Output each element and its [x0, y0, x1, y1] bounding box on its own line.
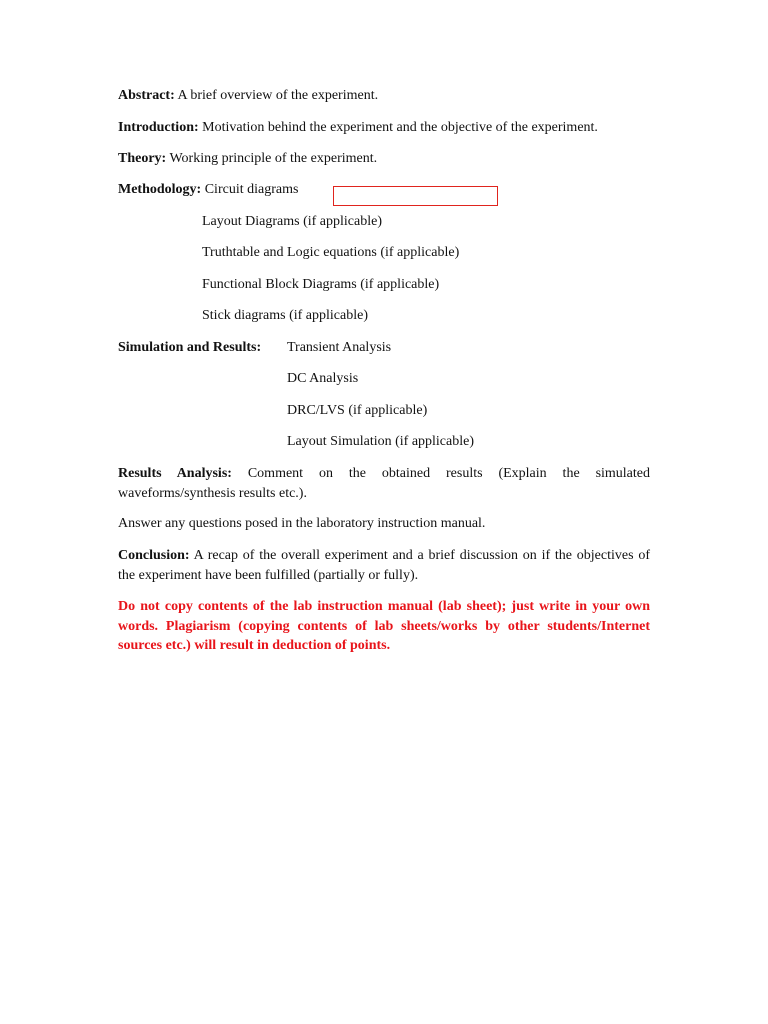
conclusion-text: A recap of the overall experiment and a brief discussion on if the objectives of the experiment have been fulfilled (partially or fully).: [118, 548, 650, 583]
simulation-item: DC Analysis: [287, 371, 359, 386]
simulation-item: DRC/LVS (if applicable): [287, 403, 428, 418]
abstract-line: [118, 87, 378, 105]
methodology-item: Functional Block Diagrams (if applicable): [202, 277, 440, 292]
methodology-label: Methodology:: [118, 182, 202, 197]
results-analysis-text: Comment on the obtained results (Explain the simulated waveforms/synthesis results etc.).: [118, 466, 651, 501]
simulation-label: Simulation and Results:: [118, 340, 262, 355]
introduction-line: [118, 119, 598, 137]
annotation-highlight-box: [333, 186, 498, 206]
plagiarism-warning: Do not copy contents of the lab instruction manual (lab sheet); just write in your own words. Plagiarism (copying contents of lab sheets/works by other students/Internet sources etc.) will result in deduction of points.: [118, 599, 650, 653]
abstract-label: Abstract:: [118, 88, 175, 103]
results-analysis-paragraph: [118, 464, 650, 503]
theory-line: [118, 150, 377, 168]
methodology-item: Layout Diagrams (if applicable): [202, 214, 382, 229]
methodology-item: Truthtable and Logic equations (if applicable): [202, 245, 460, 260]
simulation-item: Transient Analysis: [287, 340, 392, 355]
results-analysis-label: Results Analysis:: [118, 466, 232, 481]
theory-label: Theory:: [118, 151, 167, 166]
abstract-text: A brief overview of the experiment.: [177, 88, 379, 103]
conclusion-label: Conclusion:: [118, 548, 190, 563]
methodology-item: Stick diagrams (if applicable): [202, 308, 368, 323]
introduction-text: Motivation behind the experiment and the objective of the experiment.: [202, 120, 598, 135]
methodology-line: [118, 181, 298, 199]
introduction-label: Introduction:: [118, 120, 199, 135]
methodology-item: Circuit diagrams: [204, 182, 299, 197]
conclusion-paragraph: [118, 546, 650, 585]
simulation-item: Layout Simulation (if applicable): [287, 434, 475, 449]
questions-line: Answer any questions posed in the laboratory instruction manual.: [118, 516, 486, 531]
theory-text: Working principle of the experiment.: [169, 151, 378, 166]
